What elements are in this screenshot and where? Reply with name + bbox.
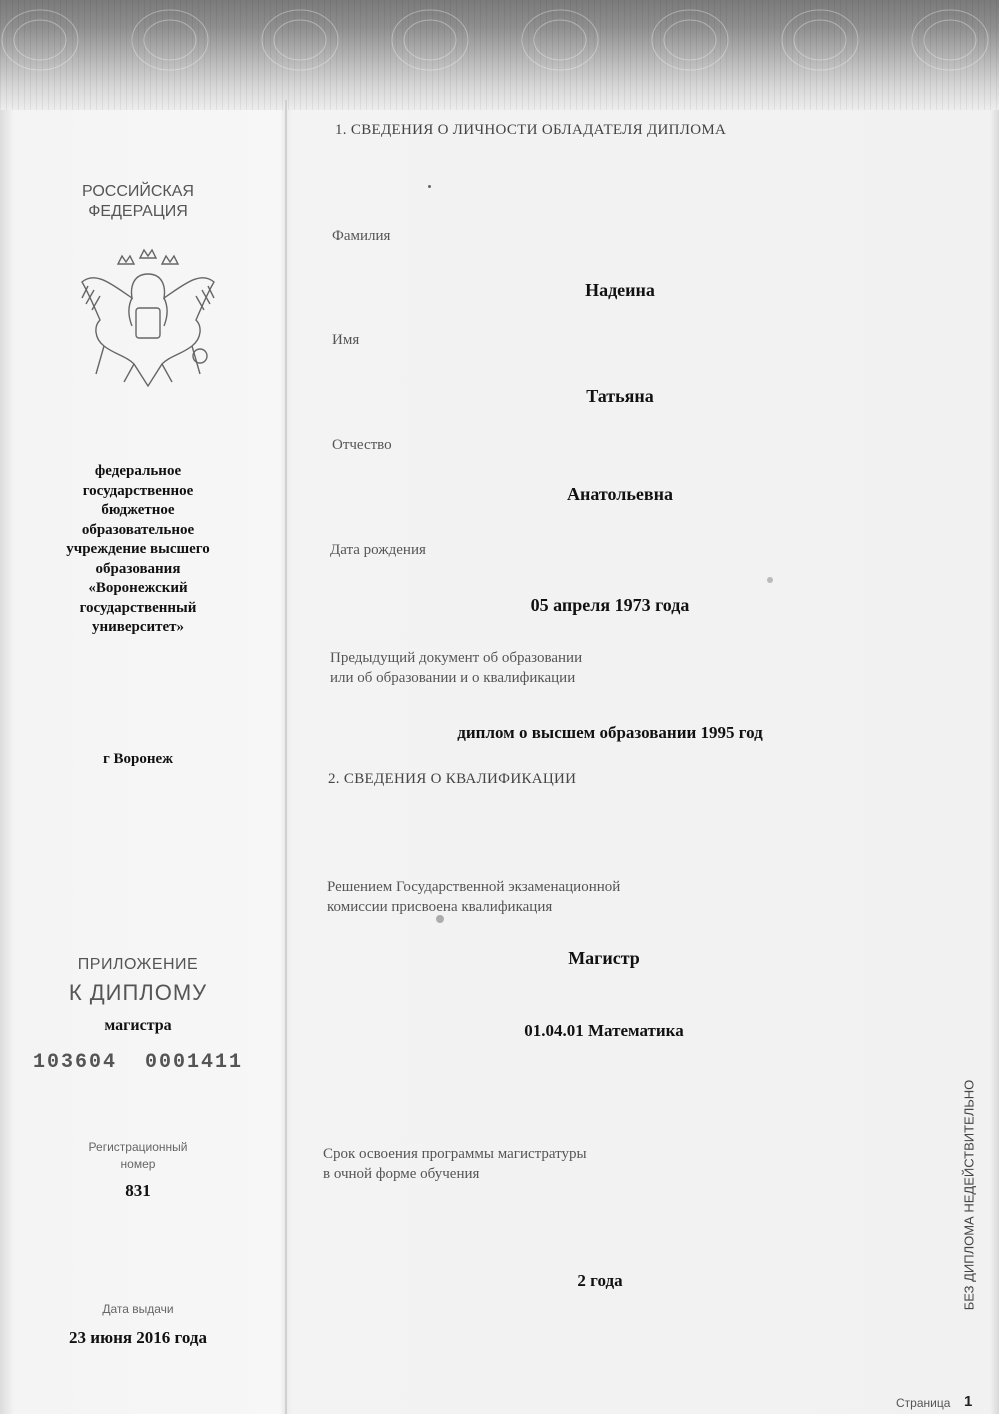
study-duration-value: 2 года — [577, 1271, 623, 1290]
name-label: Имя — [332, 332, 360, 348]
program-value: 01.04.01 Математика — [524, 1021, 684, 1040]
city: г Воронеж — [102, 751, 174, 767]
birth-date-label: Дата рождения — [330, 542, 426, 558]
invalid-without-diploma-note: БЕЗ ДИПЛОМА НЕДЕЙСТВИТЕЛЬНО — [961, 1079, 977, 1311]
scan-speck — [428, 185, 431, 188]
country-name: РОССИЙСКАЯ ФЕДЕРАЦИЯ — [82, 183, 194, 220]
annex-title-line1: ПРИЛОЖЕНИЕ — [77, 956, 199, 973]
patronymic-label: Отчество — [332, 437, 392, 453]
issue-date: 23 июня 2016 года — [69, 1328, 207, 1347]
page-fold — [285, 100, 287, 1414]
patronymic-value: Анатольевна — [567, 484, 673, 504]
registration-number: 831 — [125, 1181, 151, 1200]
page-number: 1 — [964, 1393, 973, 1410]
serial-number: 103604 0001411 — [32, 1051, 244, 1074]
guilloche-border — [0, 0, 999, 110]
scan-speck — [767, 577, 773, 583]
annex-title-line2: К ДИПЛОМУ — [68, 980, 208, 1005]
name-value: Татьяна — [586, 386, 654, 406]
qualification-decision-label: Решением Государственной экзаменационной комиссии присвоена квалификация — [327, 879, 621, 915]
birth-date-value: 05 апреля 1973 года — [530, 595, 690, 615]
surname-value: Надеина — [585, 280, 655, 300]
institution-name: федеральное государственное бюджетное образовательное учреждение высшего образования «Воронежский государственный университет» — [66, 463, 210, 635]
scan-speck — [436, 915, 444, 923]
study-duration-label: Срок освоения программы магистратуры в очной форме обучения — [323, 1146, 587, 1182]
previous-document-value: диплом о высшем образовании 1995 год — [457, 723, 763, 742]
qualification-value: Магистр — [568, 948, 640, 968]
degree-level: магистра — [104, 1017, 172, 1034]
russian-coat-of-arms-icon — [74, 246, 222, 396]
section-1-heading: 1. СВЕДЕНИЯ О ЛИЧНОСТИ ОБЛАДАТЕЛЯ ДИПЛОМА — [335, 122, 727, 138]
previous-document-label: Предыдущий документ об образовании или об образовании и о квалификации — [330, 650, 583, 686]
surname-label: Фамилия — [332, 228, 391, 244]
issue-date-label: Дата выдачи — [102, 1302, 174, 1316]
registration-label: Регистрационный номер — [88, 1140, 188, 1171]
section-2-heading: 2. СВЕДЕНИЯ О КВАЛИФИКАЦИИ — [328, 771, 577, 787]
page-label: Страница — [896, 1396, 951, 1410]
